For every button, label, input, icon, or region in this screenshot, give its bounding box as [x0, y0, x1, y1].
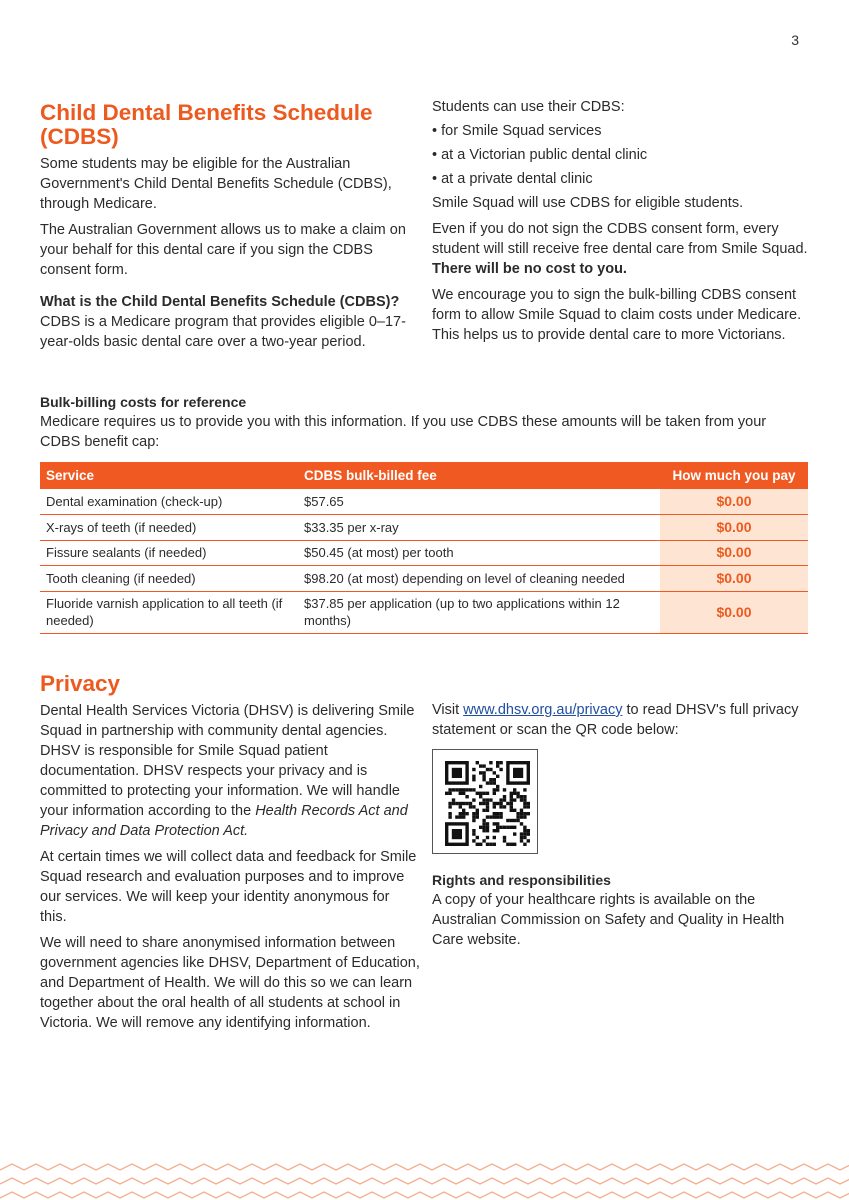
table-header-fee: CDBS bulk-billed fee — [298, 462, 660, 489]
visit-text: Visit — [432, 702, 464, 718]
privacy-p1-text: Dental Health Services Victoria (DHSV) is delivering Smile Squad in partnership with community dental agencies. DHSV is responsible for Smile Squad patient documentation. DHSV respects your privacy and is committed to protecting your information. We will handle your information according to the — [40, 703, 415, 819]
table-row — [40, 515, 808, 541]
cdbs-use-intro: Students can use their CDBS: — [432, 99, 625, 115]
footer-zigzag-decoration — [0, 1158, 849, 1200]
service-cell: Fissure sealants (if needed) — [40, 540, 298, 566]
bulk-billing-section — [40, 392, 810, 458]
cdbs-title: Child Dental Benefits Schedule (CDBS) — [40, 100, 373, 149]
cdbs-claim-paragraph: The Australian Government allows us to make a claim on your behalf for this dental care if you sign the CDBS consent form. — [40, 222, 406, 278]
service-cell: Tooth cleaning (if needed) — [40, 566, 298, 592]
cdbs-no-cost: There will be no cost to you. — [432, 261, 627, 277]
cdbs-intro-paragraph: Some students may be eligible for the Australian Government's Child Dental Benefits Schedule (CDBS), through Medicare. — [40, 156, 392, 212]
cdbs-left-column — [40, 101, 420, 358]
bulk-heading: Bulk-billing costs for reference — [40, 394, 247, 410]
bulk-text: Medicare requires us to provide you with this information. If you use CDBS these amounts will be taken from your CDBS benefit cap: — [40, 414, 767, 450]
cdbs-bullet: • for Smile Squad services — [432, 121, 810, 141]
page-number: 3 — [791, 32, 799, 48]
fee-cell: $37.85 per application (up to two applications within 12 months) — [298, 591, 660, 633]
cdbs-no-sign-paragraph — [432, 219, 810, 279]
privacy-paragraph-2: At certain times we will collect data and feedback for Smile Squad research and evaluation purposes and to improve our services. We will keep your identity anonymous for this. — [40, 849, 417, 925]
privacy-left-column — [40, 672, 420, 1039]
cdbs-bullet: • at a Victorian public dental clinic — [432, 145, 810, 165]
fee-cell: $33.35 per x-ray — [298, 515, 660, 541]
pay-cell: $0.00 — [660, 515, 808, 541]
table-header-pay: How much you pay — [660, 462, 808, 489]
privacy-visit-paragraph — [432, 700, 810, 740]
cdbs-right-column — [432, 97, 810, 351]
fee-cell: $57.65 — [298, 489, 660, 515]
qr-code[interactable] — [432, 749, 538, 854]
fee-cell: $50.45 (at most) per tooth — [298, 540, 660, 566]
cdbs-no-sign-text: Even if you do not sign the CDBS consent form, every student will still receive free dental care from Smile Squad. — [432, 221, 808, 257]
table-row — [40, 540, 808, 566]
cdbs-what-heading: What is the Child Dental Benefits Schedule (CDBS)? — [40, 294, 400, 310]
table-row — [40, 591, 808, 633]
service-cell: Dental examination (check-up) — [40, 489, 298, 515]
privacy-paragraph-3: We will need to share anonymised information between government agencies like DHSV, Department of Education, and Department of Health. We will do this so we can learn together about the oral health of all students at school in Victoria. We will remove any identifying information. — [40, 935, 420, 1031]
table-row — [40, 489, 808, 515]
visit-rest-text: to read DHSV's full privacy statement or scan the QR code below: — [432, 702, 799, 738]
table-header-service: Service — [40, 462, 298, 489]
qr-code-icon — [433, 750, 539, 855]
privacy-right-column — [432, 700, 810, 746]
rights-heading: Rights and responsibilities — [432, 872, 611, 888]
cdbs-what-text: CDBS is a Medicare program that provides eligible 0–17-year-olds basic dental care over a two-year period. — [40, 314, 406, 350]
pay-cell: $0.00 — [660, 540, 808, 566]
cdbs-encourage-paragraph: We encourage you to sign the bulk-billing CDBS consent form to allow Smile Squad to claim costs under Medicare. This helps us to provide dental care to more Victorians. — [432, 287, 802, 343]
pay-cell: $0.00 — [660, 489, 808, 515]
pay-cell: $0.00 — [660, 591, 808, 633]
table-header-row — [40, 462, 808, 489]
rights-text: A copy of your healthcare rights is available on the Australian Commission on Safety and Quality in Health Care website. — [432, 892, 785, 948]
pay-cell: $0.00 — [660, 566, 808, 592]
privacy-link[interactable]: www.dhsv.org.au/privacy — [463, 702, 623, 718]
cdbs-eligible-text: Smile Squad will use CDBS for eligible students. — [432, 195, 744, 211]
table-row — [40, 566, 808, 592]
fee-cell: $98.20 (at most) depending on level of cleaning needed — [298, 566, 660, 592]
cdbs-bullet: • at a private dental clinic — [432, 169, 810, 189]
bulk-billing-table — [40, 462, 808, 634]
service-cell: Fluoride varnish application to all teeth (if needed) — [40, 591, 298, 633]
privacy-paragraph-1 — [40, 701, 420, 841]
privacy-title: Privacy — [40, 671, 121, 696]
privacy-act-names: Health Records Act and Privacy and Data Protection Act. — [40, 803, 408, 839]
rights-section — [432, 870, 810, 956]
service-cell: X-rays of teeth (if needed) — [40, 515, 298, 541]
